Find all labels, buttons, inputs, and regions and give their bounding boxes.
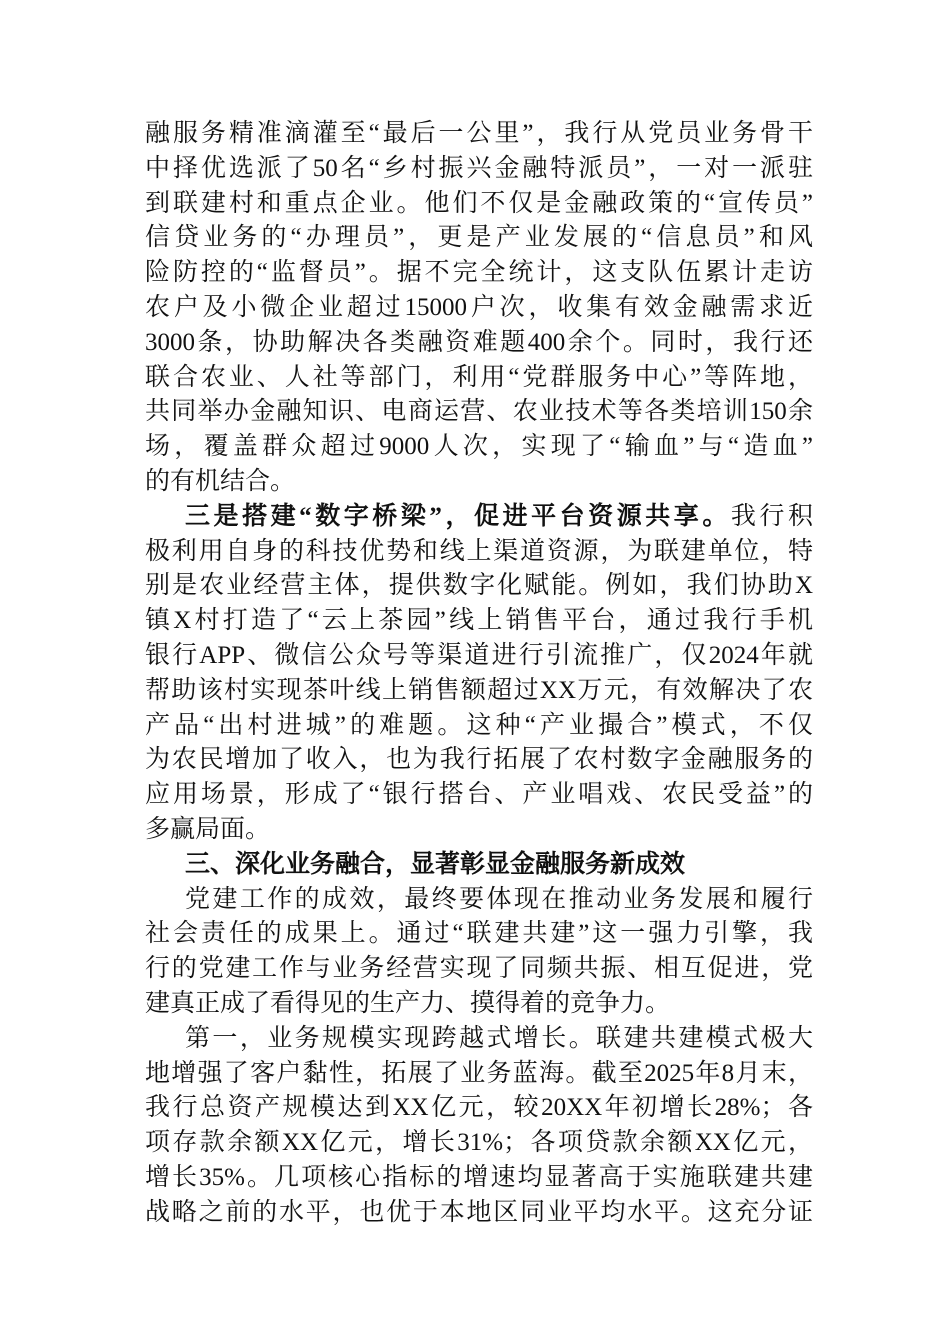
text-line: 中择优选派了50名“乡村振兴金融特派员”，一对一派驻 <box>145 154 813 182</box>
text-line: 银行APP、微信公众号等渠道进行引流推广，仅2024年就 <box>145 641 813 669</box>
text-line: 为农民增加了收入，也为我行拓展了农村数字金融服务的 <box>145 746 813 774</box>
text-line: 镇X村打造了“云上茶园”线上销售平台，通过我行手机 <box>145 607 813 635</box>
paragraph-business-growth <box>145 1022 813 1231</box>
text-line: 应用场景，形成了“银行搭台、产业唱戏、农民受益”的 <box>145 781 813 809</box>
text-line: 融服务精准滴灌至“最后一公里”，我行从党员业务骨干 <box>145 120 813 147</box>
text-line: 增长35%。几项核心指标的增速均显著高于实施联建共建 <box>145 1163 813 1191</box>
text-line: 的有机结合。 <box>145 467 296 495</box>
text-line: 地增强了客户黏性，拓展了业务蓝海。截至2025年8月末， <box>145 1059 813 1087</box>
text-line: 第一，业务规模实现跨越式增长。联建共建模式极大 <box>185 1024 813 1052</box>
paragraph-party-building-results <box>145 883 813 1022</box>
paragraph-digital-bridge <box>145 500 813 848</box>
text-line: 行的党建工作与业务经营实现了同频共振、相互促进，党 <box>145 955 813 983</box>
text-line: 农户及小微企业超过15000户次，收集有效金融需求近 <box>145 293 813 321</box>
paragraph-special-commissioners <box>145 117 813 500</box>
text-line: 别是农业经营主体，提供数字化赋能。例如，我们协助X <box>145 572 813 600</box>
document-page <box>145 117 813 1231</box>
text-line: 险防控的“监督员”。据不完全统计，这支队伍累计走访 <box>145 259 813 287</box>
text-line: 信贷业务的“办理员”，更是产业发展的“信息员”和风 <box>145 224 813 252</box>
text-line: 项存款余额XX亿元，增长31%；各项贷款余额XX亿元， <box>145 1129 813 1157</box>
text-line: 我行总资产规模达到XX亿元，较20XX年初增长28%；各 <box>145 1094 813 1122</box>
text-line: 3000条，协助解决各类融资难题400余个。同时，我行还 <box>145 328 813 356</box>
text-line: 多赢局面。 <box>145 815 271 843</box>
text-line: 极利用自身的科技优势和线上渠道资源，为联建单位，特 <box>145 537 813 565</box>
text-line: 产品“出村进城”的难题。这种“产业撮合”模式，不仅 <box>145 711 813 739</box>
section-heading: 三、深化业务融合，显著彰显金融服务新成效 <box>185 850 686 878</box>
text-line: 联合农业、人社等部门，利用“党群服务中心”等阵地， <box>145 363 813 391</box>
text-line: 党建工作的成效，最终要体现在推动业务发展和履行 <box>185 885 813 913</box>
text-line: 战略之前的水平，也优于本地区同业平均水平。这充分证 <box>145 1198 813 1226</box>
lead-rest: 我行积 <box>730 502 813 530</box>
text-line: 社会责任的成果上。通过“联建共建”这一强力引擎，我 <box>145 920 813 948</box>
text-line: 帮助该村实现茶叶线上销售额超过XX万元，有效解决了农 <box>145 676 813 704</box>
bold-lead-sentence: 三是搭建“数字桥梁”，促进平台资源共享。 <box>185 502 731 530</box>
text-line: 到联建村和重点企业。他们不仅是金融政策的“宣传员” <box>145 189 813 217</box>
text-line: 建真正成了看得见的生产力、摸得着的竞争力。 <box>145 989 671 1017</box>
text-line-lead <box>145 500 813 535</box>
text-line: 场，覆盖群众超过9000人次，实现了“输血”与“造血” <box>145 433 813 461</box>
text-line: 共同举办金融知识、电商运营、农业技术等各类培训150余 <box>145 398 813 426</box>
